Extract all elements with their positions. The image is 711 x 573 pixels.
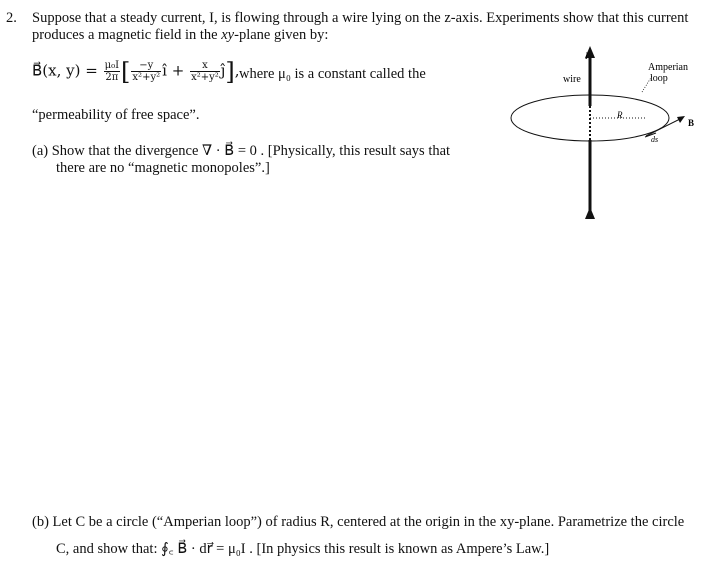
amperian-label-2: loop (650, 73, 668, 84)
permeability-text: “permeability of free space”. (32, 107, 200, 123)
part-a-line-1: (a) Show that the divergence ∇ · B⃗ = 0 . [Physically, this result says that (32, 143, 451, 159)
formula-lhs: B⃗(x, y) = (32, 61, 103, 80)
amperian-label-1: Amperian (648, 62, 688, 73)
wire-label: wire (563, 74, 581, 85)
formula-where-text: where μ₀ is a constant called the (239, 66, 426, 82)
part-b-line-2: C, and show that: ∮꜀ B⃗ · dr⃗ = μ₀I . [In physics this result is known as Ampere’s Law.] (56, 541, 550, 557)
problem-number: 2. (6, 10, 17, 26)
part-b-line-1: (b) Let C be a circle (“Amperian loop”) of radius R, centered at the origin in the xy-plane. Parametrize the circle (32, 514, 685, 530)
intro-line-1: Suppose that a steady current, I, is flowing through a wire lying on the z-axis. Experiments show that this current (32, 10, 689, 26)
part-a-line-2: there are no “magnetic monopoles”.] (56, 160, 270, 176)
coefficient-fraction: $\frac{\text{μ₀I}}{2\pi}$ (104, 60, 120, 83)
b-vector-line (646, 118, 682, 136)
intro-line-2: produces a magnetic field in the xy-plane given by: (32, 27, 329, 43)
term1-fraction: $\frac{-y}{\text{x²+y²}}$ (132, 60, 161, 83)
current-arrow-bottom-icon (585, 207, 595, 219)
ds-label: ds (651, 135, 659, 144)
radius-label-R: R (617, 110, 623, 120)
current-label-I: I (585, 51, 588, 61)
field-label-B: B (688, 118, 695, 128)
magnetic-field-formula: B⃗(x, y) = $\frac{\text{μ₀I}}{2\pi}$ [ $\frac{-y}{\text{x²+y²}}$ î + $\frac{x}{\text{x²+y²}}$ ĵ], (32, 57, 240, 86)
term2-fraction: $\frac{x}{\text{x²+y²}}$ (191, 60, 219, 83)
